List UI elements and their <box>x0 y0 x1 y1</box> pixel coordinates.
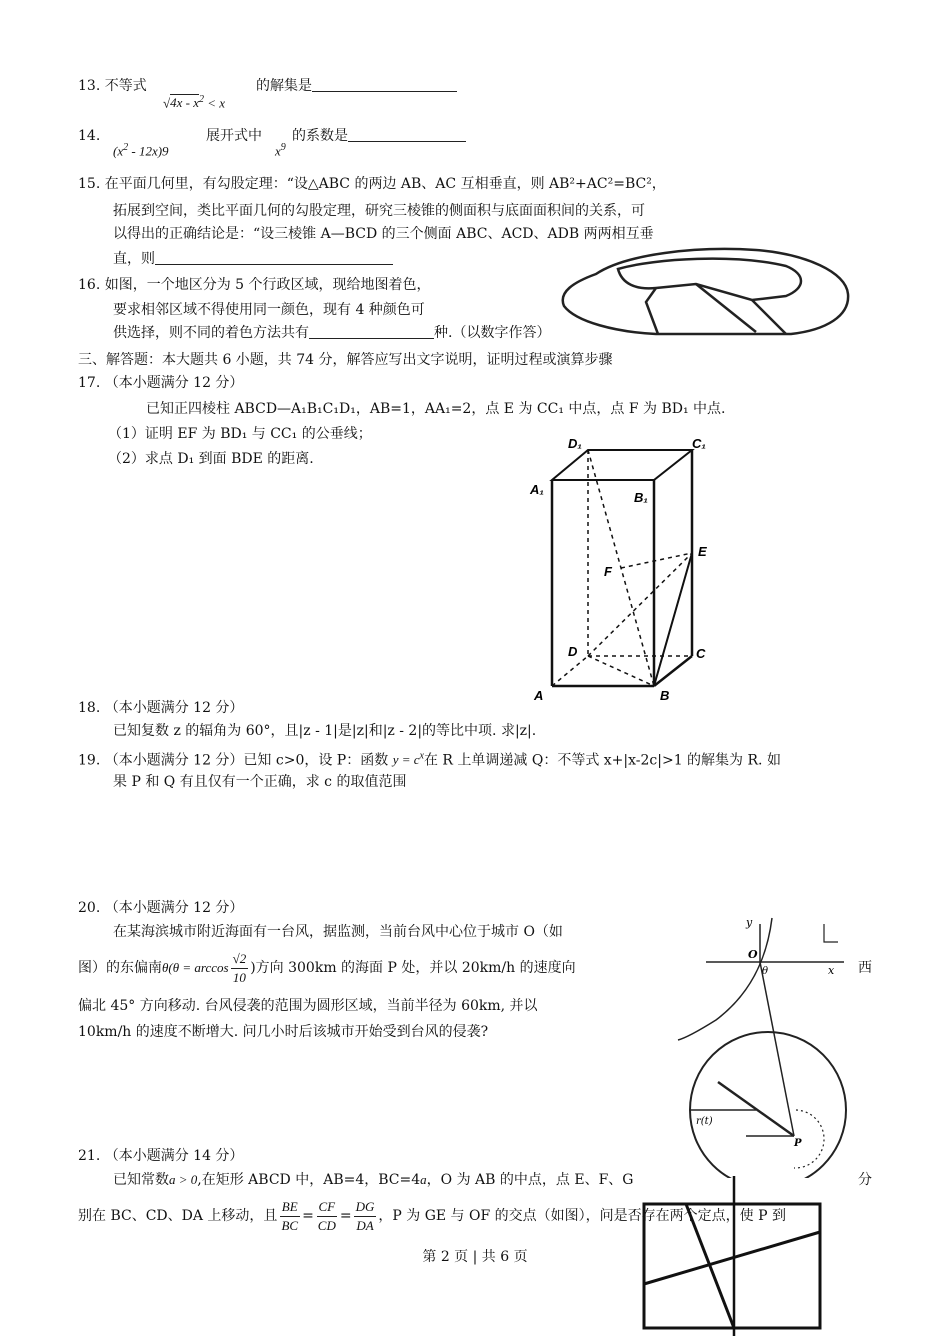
q16-text1: 如图，一个地区分为 5 个行政区域，现给地图着色， <box>104 277 431 293</box>
seg-F-E <box>621 553 692 568</box>
q17-part2: （2）求点 D₁ 到面 BDE 的距离. <box>108 451 314 467</box>
q20-line3: 偏北 45° 方向移动. 台风侵袭的范围为圆形区域，当前半径为 60km, 并以 <box>78 998 538 1014</box>
edge-B-C <box>654 656 692 686</box>
q21-text2a: 别在 BC、CD、DA 上移动，且 <box>78 1208 278 1224</box>
q15-text1: 在平面几何里，有勾股定理：“设△ABC 的两边 AB、AC 互相垂直，则 AB²+AC²=BC²， <box>104 176 666 192</box>
q20-score: （本小题满分 12 分） <box>104 900 244 916</box>
fig-theta-label: θ <box>762 966 769 977</box>
q17-line1: 已知正四棱柱 ABCD—A₁B₁C₁D₁，AB=1，AA₁=2，点 E 为 CC₁ 中点，点 F 为 BD₁ 中点. <box>146 401 726 417</box>
prism-top-face <box>552 450 692 480</box>
fig-x-label: x <box>828 964 835 977</box>
label-B: B <box>660 688 670 703</box>
q21-frac-3 <box>354 1198 377 1235</box>
q14-expr-a: (x <box>113 143 124 159</box>
compass-mark <box>824 924 838 942</box>
q20-head <box>78 898 243 918</box>
q20-typhoon-figure <box>676 910 860 1178</box>
q15-text4: 直，则 <box>113 251 155 267</box>
fig-r-label: r(t) <box>696 1116 713 1127</box>
q19-text1a: （本小题满分 12 分）已知 c>0，设 P：函数 <box>104 752 389 769</box>
q20-line1: 在某海滨城市附近海面有一台风，据监测，当前台风中心位于城市 O（如 <box>113 924 563 940</box>
q21-cond: a > 0 <box>169 1172 198 1187</box>
edge-A-D-hidden <box>552 656 588 686</box>
q18-line1: 已知复数 z 的辐角为 60°，且|z - 1|是|z|和|z - 2|的等比中项. 求|z|. <box>113 723 537 739</box>
q21-text1b: ,在矩形 ABCD 中，AB=4，BC=4 <box>197 1172 421 1188</box>
q17-head <box>78 373 243 393</box>
q15-line4 <box>113 249 393 269</box>
q21-f1n: BE <box>280 1198 300 1217</box>
q13-expression <box>163 90 225 113</box>
map-region-line-2 <box>696 284 756 332</box>
q15-answer-blank[interactable] <box>155 250 393 265</box>
q20-text2a: 图）的东偏南 <box>78 960 162 976</box>
q18-number: 18. <box>78 700 101 716</box>
q21-a: a <box>420 1172 427 1187</box>
coast-curve <box>678 918 772 1040</box>
q15-line3: 以得出的正确结论是：“设三棱锥 A—BCD 的三个侧面 ABC、ACD、ADB 两两相互垂 <box>113 226 654 242</box>
q17-part1: （1）证明 EF 为 BD₁ 与 CC₁ 的公垂线； <box>108 426 372 442</box>
q18-head <box>78 698 243 718</box>
q14-square: 2 <box>123 142 129 153</box>
q14-mid: 展开式中 <box>206 128 262 144</box>
q20-text2c: 西 <box>858 960 872 976</box>
q16-text3-pre: 供选择，则不同的着色方法共有 <box>113 325 309 341</box>
map-region-line-3 <box>752 300 786 334</box>
q21-f3n: DG <box>354 1198 377 1217</box>
q16-line1 <box>78 275 431 295</box>
q14-number: 14. <box>78 128 101 144</box>
q13-lt: < x <box>207 95 226 111</box>
sqrt-sign: √ <box>163 95 171 111</box>
q17-score: （本小题满分 12 分） <box>104 375 244 391</box>
q19-number: 19. <box>78 752 101 769</box>
q21-f3d: DA <box>356 1217 374 1233</box>
typhoon-circle <box>690 1032 846 1178</box>
q21-frac-1 <box>279 1198 300 1235</box>
q21-eq2: = <box>339 1208 352 1224</box>
q19-line1 <box>78 747 781 770</box>
fig-o-label: O <box>748 948 758 961</box>
q21-number: 21. <box>78 1148 101 1164</box>
seg-B-E <box>654 553 692 686</box>
section3-heading: 三、解答题：本大题共 6 小题，共 74 分，解答应写出文字说明，证明过程或演算步骤 <box>78 352 613 368</box>
line-O-P <box>760 962 794 1136</box>
q18-score: （本小题满分 12 分） <box>104 700 244 716</box>
q16-text3-post: 种.（以数字作答） <box>434 325 551 341</box>
q13-square: 2 <box>199 94 205 105</box>
label-D1: D₁ <box>568 436 582 451</box>
fig-y-label: y <box>746 916 753 929</box>
direction-arrow <box>718 1082 794 1136</box>
q14-expression <box>113 138 169 161</box>
q17-number: 17. <box>78 375 101 391</box>
q13-post: 的解集是 <box>256 78 312 94</box>
q15-line2: 拓展到空间，类比平面几何的勾股定理，研究三棱锥的侧面积与底面面积间的关系，可 <box>113 203 645 219</box>
q19-text1b: 在 R 上单调递减 Q：不等式 x+|x-2c|>1 的解集为 R. 如 <box>423 752 781 769</box>
q19-exp: x <box>419 751 424 762</box>
q16-map-figure <box>556 244 856 344</box>
q13-answer-blank[interactable] <box>312 77 457 92</box>
q20-fraction <box>231 950 249 987</box>
label-C: C <box>696 646 706 661</box>
label-A: A <box>534 688 544 703</box>
q20-text2b: )方向 300km 的海面 P 处，并以 20km/h 的速度向 <box>250 960 576 976</box>
q21-f2n: CF <box>317 1198 338 1217</box>
q14-answer-blank[interactable] <box>348 127 466 142</box>
q21-text1c: ，O 为 AB 的中点，点 E、F、G <box>426 1172 634 1188</box>
q13-number: 13. <box>78 78 101 94</box>
q16-line3 <box>113 323 550 343</box>
label-D: D <box>568 644 578 659</box>
q16-line2: 要求相邻区域不得使用同一颜色，现有 4 种颜色可 <box>113 302 425 318</box>
q21-head <box>78 1146 243 1166</box>
q21-text2b: ，P 为 GE 与 OF 的交点（如图），问是否存在两个定点，使 P 到 <box>378 1208 786 1224</box>
q19-line2: 果 P 和 Q 有且仅有一个正确，求 c 的取值范围 <box>113 774 407 790</box>
label-E: E <box>698 544 707 559</box>
q16-number: 16. <box>78 277 101 293</box>
q21-text1a: 已知常数 <box>113 1172 169 1188</box>
q13-line <box>78 76 147 96</box>
label-A1: A₁ <box>530 482 544 497</box>
q15-number: 15. <box>78 176 101 192</box>
label-C1: C₁ <box>692 436 706 451</box>
q21-f1d: BC <box>281 1217 299 1233</box>
diag-D-B <box>588 656 654 686</box>
q13-tail <box>256 76 457 96</box>
q21-text1d: 分 <box>858 1172 872 1188</box>
label-F: F <box>604 564 612 579</box>
fig-p-label: P <box>794 1138 802 1149</box>
q14-expr-b: - 12x)9 <box>128 143 169 159</box>
q21-score: （本小题满分 14 分） <box>104 1148 244 1164</box>
q20-frac-den: 10 <box>232 969 246 985</box>
q21-frac-2 <box>316 1198 338 1235</box>
q14-pow: 9 <box>280 142 286 153</box>
q20-theta: θ(θ = arccos <box>162 960 229 975</box>
q20-line4: 10km/h 的速度不断增大. 问几小时后该城市开始受到台风的侵袭? <box>78 1024 489 1040</box>
q14-post: 的系数是 <box>292 128 348 144</box>
q15-line1 <box>78 174 666 194</box>
q17-prism-figure <box>526 428 726 704</box>
q14-x: x <box>275 143 281 159</box>
q14-tail <box>292 126 466 146</box>
q16-answer-blank[interactable] <box>309 324 434 339</box>
q13-radicand: 4x - x <box>170 95 200 111</box>
q19-func: y = c <box>392 752 420 768</box>
label-B1: B₁ <box>634 490 648 505</box>
q21-f2d: CD <box>317 1217 336 1233</box>
q21-eq1: = <box>302 1208 314 1224</box>
q20-frac-num: √2 <box>231 950 249 969</box>
map-region-line-1 <box>646 288 658 334</box>
q13-prefix: 不等式 <box>104 78 147 94</box>
q21-line1 <box>113 1170 633 1190</box>
page-footer: 第 2 页 | 共 6 页 <box>422 1249 528 1265</box>
q14-xpow <box>275 138 286 161</box>
q20-line2 <box>78 948 576 988</box>
q20-number: 20. <box>78 900 101 916</box>
q19-function <box>393 752 424 767</box>
